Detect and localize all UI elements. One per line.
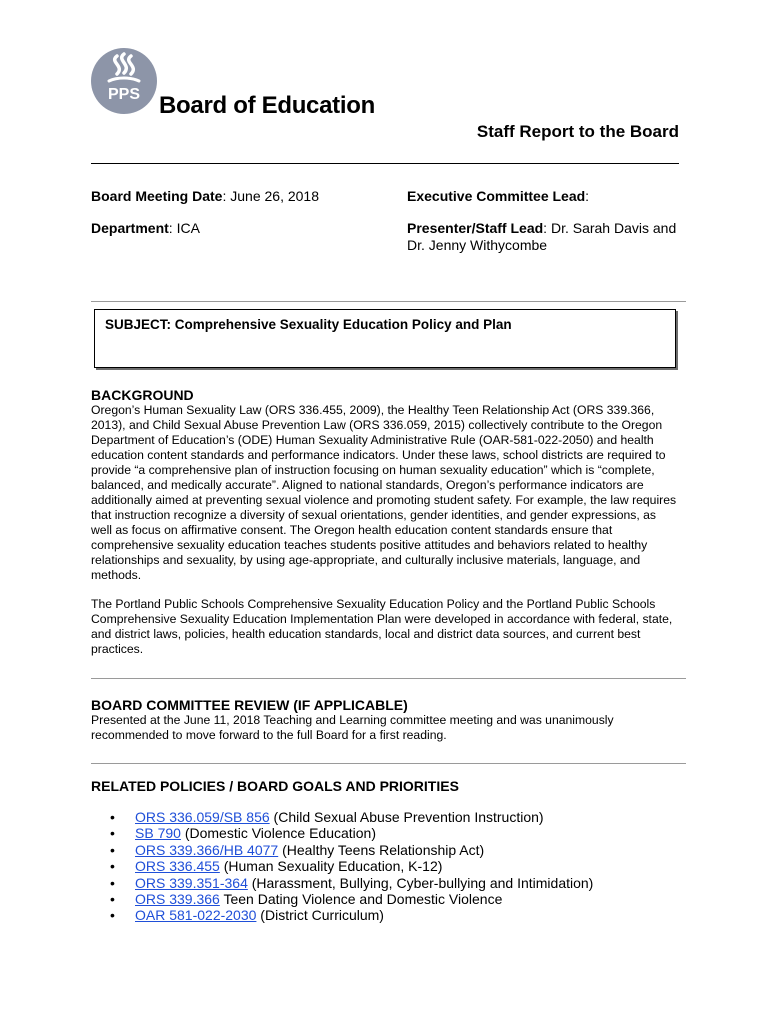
related-policies-list <box>110 809 593 924</box>
bullet-icon: • <box>110 907 115 924</box>
background-paragraph-1: Oregon’s Human Sexuality Law (ORS 336.455, 2009), the Healthy Teen Relationship Act (ORS 339.366, 2013), and Child Sexual Abuse Prevention Law (ORS 336.059, 2015) collectively contribute to the Oregon Department of Education’s (ODE) Human Sexuality Administrative Rule (OAR-581-022-2050) and health education content standards and performance indicators. Under these laws, school districts are required to provide “a comprehensive plan of instruction focusing on human sexuality education” which is “complete, balanced, and medically accurate”. Aligned to national standards, Oregon’s performance indicators are additionally aimed at preventing sexual violence and promoting student safety. For example, the law requires that instruction recognize a diversity of sexual orientations, gender identities, and gender expressions, as well as focus on affirmative consent. The Oregon health education content standards ensure that comprehensive sexuality education teaches students positive attitudes and behaviors related to healthy relationships and sexuality, by using age-appropriate, and culturally inclusive materials, language, and methods. <box>91 403 677 582</box>
bullet-icon: • <box>110 841 115 858</box>
presenter-label: Presenter/Staff Lead <box>407 220 544 236</box>
list-item <box>110 891 593 907</box>
bullet-icon: • <box>110 874 115 891</box>
policy-link[interactable]: ORS 336.455 <box>135 858 220 875</box>
meeting-date-value: June 26, 2018 <box>230 188 319 204</box>
policy-description: (Human Sexuality Education, K-12) <box>219 858 443 875</box>
logo-text: PPS <box>107 86 141 103</box>
department-value: ICA <box>176 220 200 236</box>
policy-link[interactable]: OAR 581-022-2030 <box>135 907 257 924</box>
divider <box>91 678 686 679</box>
related-title: RELATED POLICIES / BOARD GOALS AND PRIORITIES <box>91 778 459 794</box>
policy-description: Teen Dating Violence and Domestic Violence <box>219 891 503 908</box>
policy-link[interactable]: ORS 339.366/HB 4077 <box>135 841 279 858</box>
policy-link[interactable]: ORS 339.366 <box>135 891 220 908</box>
presenter-value: Dr. Sarah Davis and Dr. Jenny Withycombe <box>407 220 677 253</box>
policy-description: (Healthy Teens Relationship Act) <box>278 841 485 858</box>
review-title: BOARD COMMITTEE REVIEW (IF APPLICABLE) <box>91 697 408 713</box>
meeting-date: Board Meeting Date: June 26, 2018 <box>91 188 319 204</box>
policy-description: (Harassment, Bullying, Cyber-bullying and Intimidation) <box>247 874 594 891</box>
list-item <box>110 825 593 841</box>
board-title: Board of Education <box>159 92 375 119</box>
pps-logo-icon <box>91 48 157 114</box>
policy-description: (Child Sexual Abuse Prevention Instruction) <box>269 809 544 825</box>
department: Department: ICA <box>91 220 200 236</box>
presenter: Presenter/Staff Lead: Dr. Sarah Davis and Dr. Jenny Withycombe <box>407 220 677 253</box>
list-item <box>110 809 593 825</box>
list-item <box>110 858 593 874</box>
department-label: Department <box>91 220 169 236</box>
policy-link[interactable]: SB 790 <box>135 825 181 842</box>
list-item <box>110 875 593 891</box>
policy-link[interactable]: ORS 336.059/SB 856 <box>135 809 270 825</box>
list-item <box>110 842 593 858</box>
bullet-icon: • <box>110 858 115 875</box>
background-paragraph-2: The Portland Public Schools Comprehensive Sexuality Education Policy and the Portland Public Schools Comprehensive Sexuality Education Implementation Plan were developed in accordance with federal, state, and district laws, policies, health education standards, local and district data sources, and current best practices. <box>91 597 673 656</box>
bullet-icon: • <box>110 891 115 908</box>
bullet-icon: • <box>110 825 115 842</box>
subject-box <box>94 309 676 368</box>
executive-lead: Executive Committee Lead: <box>407 188 590 204</box>
subject-text: SUBJECT: Comprehensive Sexuality Education Policy and Plan <box>105 317 512 332</box>
report-title: Staff Report to the Board <box>476 122 679 141</box>
header-divider <box>91 163 679 164</box>
meeting-date-label: Board Meeting Date <box>91 188 223 204</box>
background-title: BACKGROUND <box>91 387 194 403</box>
policy-link[interactable]: ORS 339.351-364 <box>135 874 248 891</box>
review-text: Presented at the June 11, 2018 Teaching and Learning committee meeting and was unanimously recommended to move forward to the full Board for a first reading. <box>91 713 614 742</box>
policy-description: (Domestic Violence Education) <box>180 825 376 842</box>
divider <box>91 301 686 302</box>
list-item <box>110 907 593 923</box>
divider <box>91 763 686 764</box>
bullet-icon: • <box>110 809 115 825</box>
exec-lead-label: Executive Committee Lead <box>407 188 586 204</box>
policy-description: (District Curriculum) <box>256 907 384 924</box>
